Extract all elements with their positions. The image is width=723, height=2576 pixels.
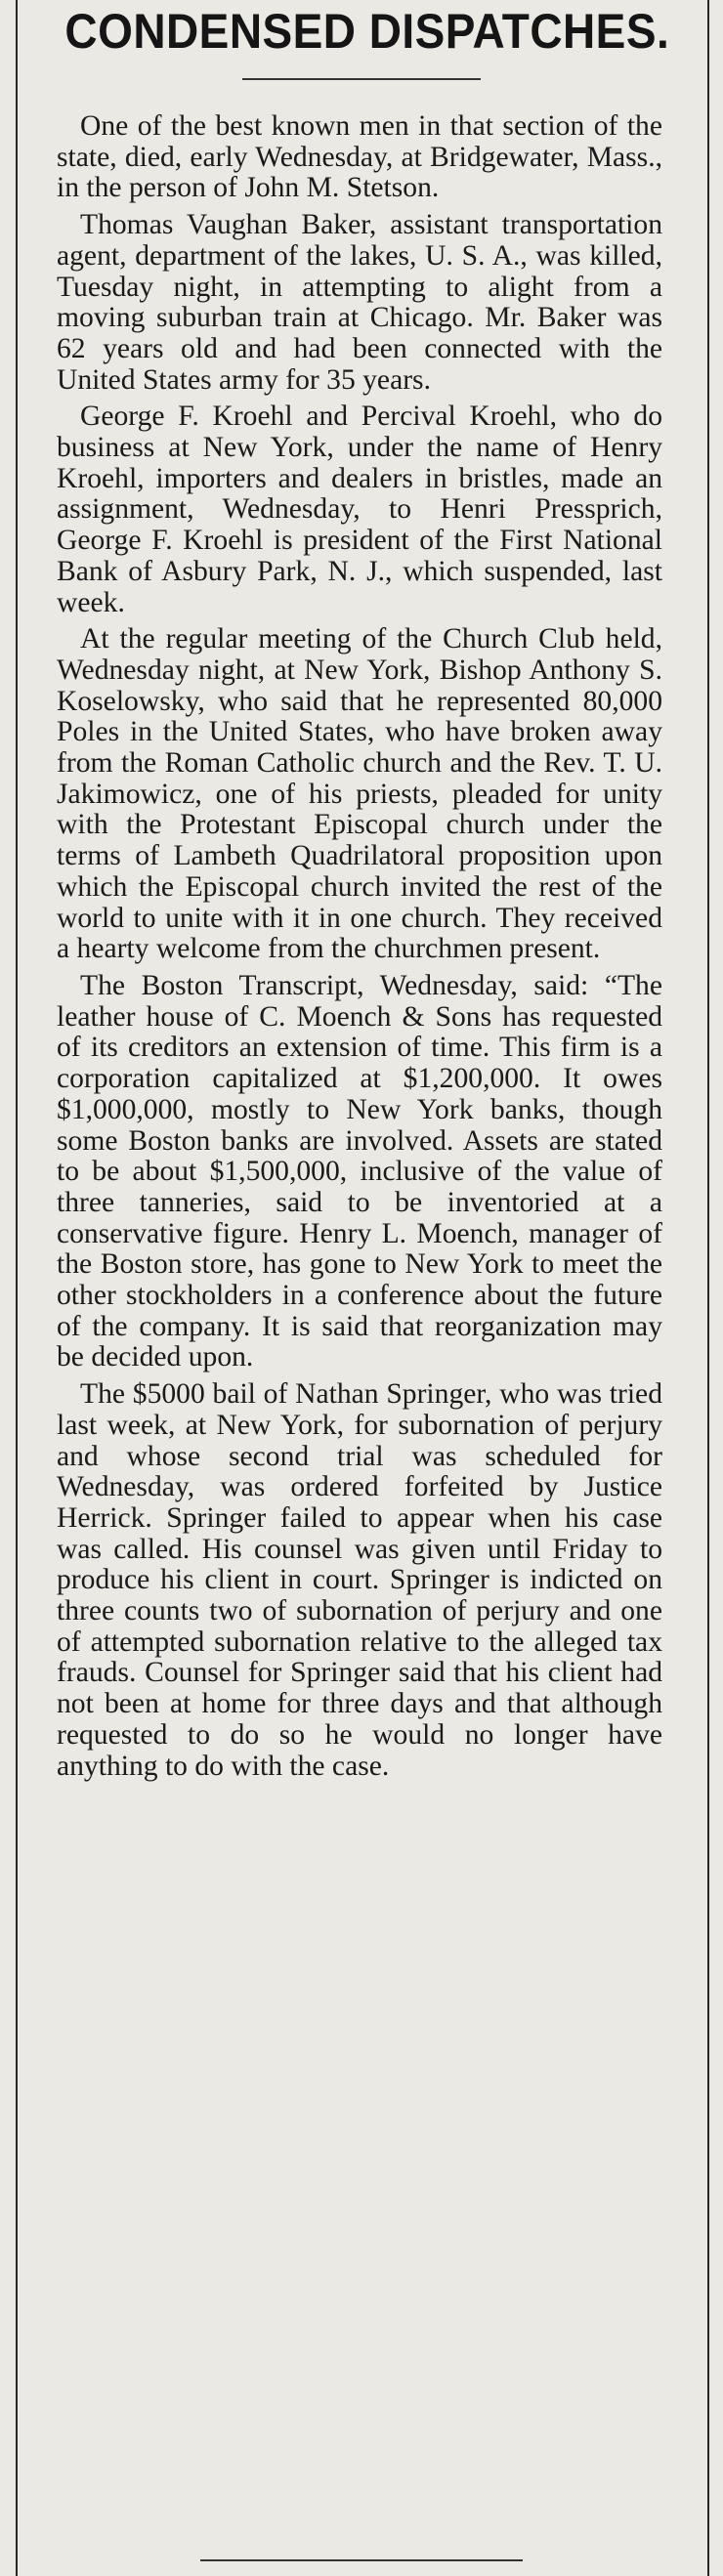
dispatch-kroehl: George F. Kroehl and Percival Kroehl, who do business at New York, under the name of Henry Kroehl, importers and dealers in bristles, made an assignment, Wednesday, to Henri Pressprich, George F. Kroehl is president of the First National Bank of Asbury Park, N. J., which suspended, last week.: [57, 401, 662, 618]
dispatch-stetson: One of the best known men in that section of the state, died, early Wednesday, at Bridgewater, Mass., in the person of John M. Stetson.: [57, 110, 662, 204]
closing-divider: [200, 2559, 523, 2561]
right-column-rule: [707, 0, 709, 2576]
article-body: [57, 111, 662, 1788]
left-column-rule: [16, 0, 18, 2576]
headline-divider: [242, 78, 481, 80]
dispatch-baker: Thomas Vaughan Baker, assistant transportation agent, department of the lakes, U. S. A., was killed, Tuesday night, in attempting to alight from a moving suburban train at Chicago. Mr. Baker was 62 years old and had been connected with the United States army for 35 years.: [57, 209, 662, 396]
dispatch-church-club: At the regular meeting of the Church Club held, Wednesday night, at New York, Bishop Anthony S. Koselowsky, who said that he represented 80,000 Poles in the United States, who have broken away from the Roman Catholic church and the Rev. T. U. Jakimowicz, one of his priests, pleaded for unity with the Protestant Episcopal church under the terms of Lambeth Quadrilatoral proposition upon which the Episcopal church invited the rest of the world to unite with it in one church. They received a hearty welcome from the churchmen present.: [57, 623, 662, 965]
dispatch-moench: The Boston Transcript, Wednesday, said: “The leather house of C. Moench & Sons has requested of its creditors an extension of time. This firm is a corporation capitalized at $1,200,000. It owes $1,000,000, mostly to New York banks, though some Boston banks are involved. Assets are stated to be about $1,500,000, inclusive of the value of three tanneries, said to be inventoried at a conservative figure. Henry L. Moench, manager of the Boston store, has gone to New York to meet the other stockholders in a conference about the future of the company. It is said that reorganization may be decided upon.: [57, 969, 662, 1373]
headline: CONDENSED DISPATCHES.: [64, 4, 670, 59]
dispatch-springer: The $5000 bail of Nathan Springer, who was tried last week, at New York, for subornation of perjury and whose second trial was scheduled for Wednesday, was ordered forfeited by Justice Herrick. Springer failed to appear when his case was called. His counsel was given until Friday to produce his client in court. Springer is indicted on three counts two of subornation of perjury and one of attempted subornation relative to the alleged tax frauds. Counsel for Springer said that his client had not been at home for three days and that although requested to do so he would no longer have anything to do with the case.: [57, 1378, 662, 1782]
